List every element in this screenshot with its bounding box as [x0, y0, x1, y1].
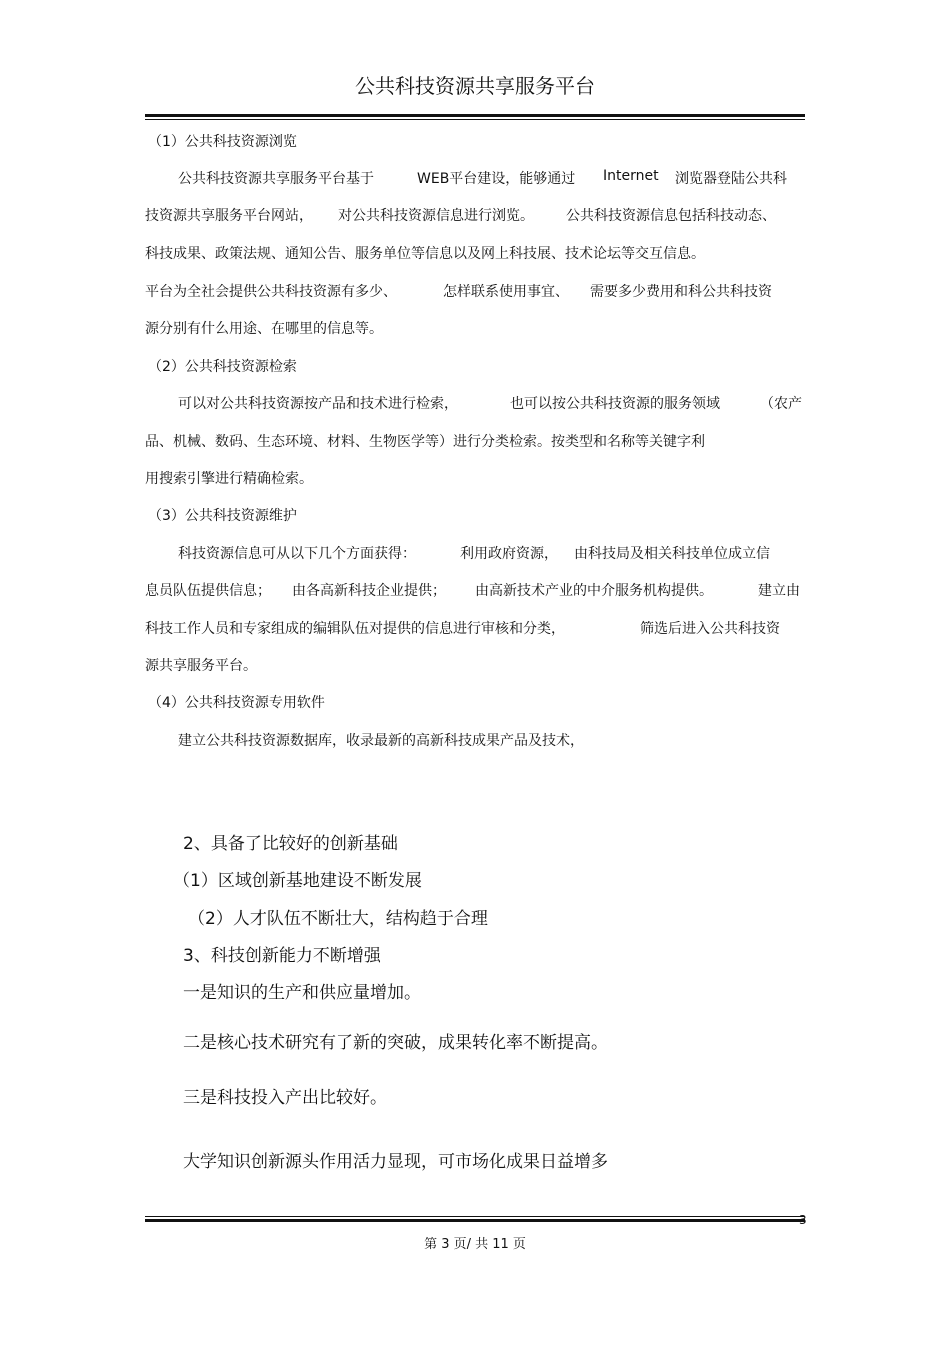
section-heading: （1）公共科技资源浏览 [148, 134, 297, 150]
paragraph-text: 平台为全社会提供公共科技资源有多少、 [145, 284, 397, 300]
paragraph-text: 源分别有什么用途、在哪里的信息等。 [145, 321, 383, 337]
section-heading: 2、具备了比较好的创新基础 [183, 834, 398, 854]
paragraph-text: 二是核心技术研究有了新的突破，成果转化率不断提高。 [183, 1033, 608, 1053]
paragraph-text: 一是知识的生产和供应量增加。 [183, 983, 421, 1003]
paragraph-text: 由科技局及相关科技单位成立信 [574, 546, 770, 562]
subsection-heading: （2）人才队伍不断壮大，结构趋于合理 [188, 909, 488, 929]
section-heading: （3）公共科技资源维护 [148, 508, 297, 524]
paragraph-text: 建立由 [758, 583, 800, 599]
paragraph-text: 由高新技术产业的中介服务机构提供。 [475, 583, 713, 599]
paragraph-text: 公共科技资源信息包括科技动态、 [566, 208, 776, 224]
footer-rule-thick [145, 1219, 805, 1222]
paragraph-text: 用搜索引擎进行精确检索。 [145, 471, 313, 487]
paragraph-text: （农产 [760, 396, 802, 412]
header-rule-thin [145, 119, 805, 120]
section-heading: 3、科技创新能力不断增强 [183, 946, 381, 966]
paragraph-text: 也可以按公共科技资源的服务领域 [510, 396, 720, 412]
paragraph-text: 可以对公共科技资源按产品和技术进行检索， [178, 396, 458, 412]
paragraph-text: 科技工作人员和专家组成的编辑队伍对提供的信息进行审核和分类， [145, 621, 565, 637]
paragraph-text: 对公共科技资源信息进行浏览。 [338, 208, 534, 224]
header-rule-thick [145, 114, 805, 117]
paragraph-text: 怎样联系使用事宜、 [443, 284, 569, 300]
paragraph-text: WEB平台建设，能够通过 [417, 171, 576, 187]
paragraph-text: 利用政府资源， [460, 546, 558, 562]
paragraph-text: 浏览器登陆公共科 [675, 171, 787, 187]
paragraph-text: 息员队伍提供信息； [145, 583, 271, 599]
section-heading: （2）公共科技资源检索 [148, 359, 297, 375]
paragraph-text: 科技成果、政策法规、通知公告、服务单位等信息以及网上科技展、技术论坛等交互信息。 [145, 246, 705, 262]
footer-rule-thin [145, 1216, 805, 1217]
paragraph-text: 技资源共享服务平台网站， [145, 208, 313, 224]
page-number: 第 3 页/ 共 11 页 [424, 1237, 526, 1252]
paragraph-text: 需要多少费用和科公共科技资 [590, 284, 772, 300]
paragraph-text: 科技资源信息可从以下几个方面获得： [178, 546, 416, 562]
page-title: 公共科技资源共享服务平台 [355, 74, 595, 98]
page-marker: 3 [799, 1213, 807, 1227]
paragraph-text: Internet [603, 168, 659, 184]
paragraph-text: 由各高新科技企业提供； [292, 583, 446, 599]
section-heading: （4）公共科技资源专用软件 [148, 695, 325, 711]
paragraph-text: 三是科技投入产出比较好。 [183, 1088, 387, 1108]
subsection-heading: （1）区域创新基地建设不断发展 [173, 871, 422, 891]
paragraph-text: 建立公共科技资源数据库，收录最新的高新科技成果产品及技术， [178, 733, 584, 749]
paragraph-text: 公共科技资源共享服务平台基于 [178, 171, 374, 187]
paragraph-text: 品、机械、数码、生态环境、材料、生物医学等）进行分类检索。按类型和名称等关键字利 [145, 434, 705, 450]
paragraph-text: 大学知识创新源头作用活力显现，可市场化成果日益增多 [183, 1152, 608, 1172]
paragraph-text: 筛选后进入公共科技资 [640, 621, 780, 637]
paragraph-text: 源共享服务平台。 [145, 658, 257, 674]
